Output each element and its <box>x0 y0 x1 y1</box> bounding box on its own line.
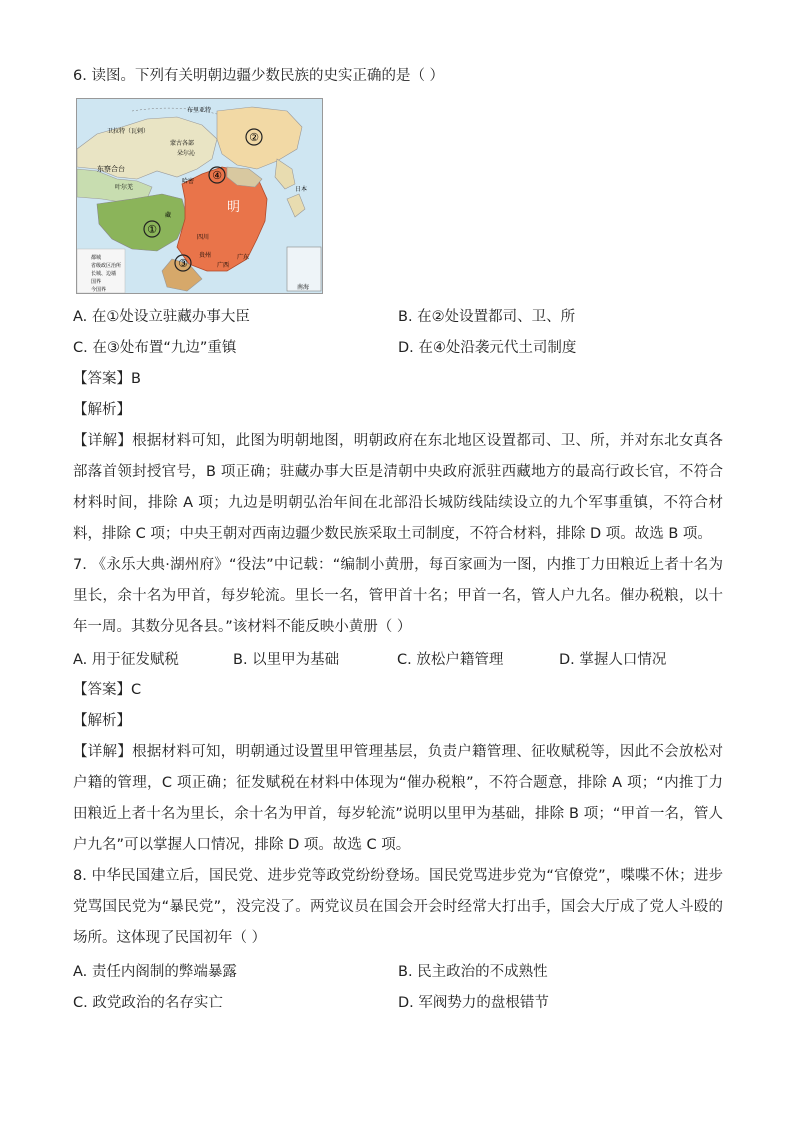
q7-analysis-label: 【解析】 <box>73 713 131 729</box>
q7-detail: 【详解】根据材料可知，明朝通过设置里甲管理基层，负责户籍管理、征收赋税等，因此不会放松对户籍的管理，C 项正确；征发赋税在材料中体现为“催办税粮”，不符合题意，排除 A 项；“内推丁力田粮近上者十名为里长，余十名为甲首，每岁轮流”说明以里甲为基础，排除 B 项；“甲首一名，管人户九名”可以掌握人口情况，排除 D 项。故选 C 项。 <box>73 744 723 853</box>
map-legend-4: 今国界 <box>91 287 107 293</box>
map-label-doerqin: 朵尔沁 <box>177 150 196 157</box>
q7-answer: 【答案】C <box>73 682 142 698</box>
ming-dynasty-map <box>76 98 323 294</box>
map-label-zang: 藏 <box>165 212 172 219</box>
map-label-4: ④ <box>212 169 222 182</box>
map-label-1: ① <box>147 223 157 236</box>
map-label-guangxi: 广西 <box>217 262 230 269</box>
question-8-stem: 8. 中华民国建立后，国民党、进步党等政党纷纷登场。国民党骂进步党为“官僚党”，喋喋不休；进步党骂国民党为“暴民党”，没完没了。两党议员在国会开会时经常大打出手，国会大厅成了党人斗殴的场所。这体现了民国初年（ ） <box>73 868 723 946</box>
q7-option-b: B. 以里甲为基础 <box>233 652 340 668</box>
map-legend-1: 省级政区治所 <box>91 263 122 269</box>
q6-option-b: B. 在②处设置都司、卫、所 <box>398 309 576 325</box>
map-label-ming: 明 <box>227 200 241 215</box>
map-label-hami: 哈密 <box>182 178 195 185</box>
map-legend-3: 国界 <box>91 279 102 285</box>
map-label-dongchahetai: 东察合台 <box>97 165 125 173</box>
q7-option-c: C. 放松户籍管理 <box>397 652 504 668</box>
map-label-mengu: 蒙古各部 <box>170 140 195 147</box>
map-legend-2: 长城、边墙 <box>91 271 117 277</box>
q7-options <box>73 650 723 670</box>
q7-option-d: D. 掌握人口情况 <box>559 652 667 668</box>
map-label-guangdong: 广东 <box>237 254 250 261</box>
q6-option-d: D. 在④处沿袭元代土司制度 <box>398 340 577 356</box>
q7-option-a: A. 用于征发赋税 <box>73 652 179 668</box>
question-6-stem: 6. 读图。下列有关明朝边疆少数民族的史实正确的是（ ） <box>73 68 445 84</box>
map-label-guizhou: 贵州 <box>199 252 212 259</box>
map-label-wala: 卫拉特（瓦剌） <box>107 128 150 135</box>
q8-option-d: D. 军阀势力的盘根错节 <box>398 995 549 1011</box>
q6-analysis-label: 【解析】 <box>73 402 131 418</box>
map-legend-0: 都城 <box>91 255 102 261</box>
q8-option-b: B. 民主政治的不成熟性 <box>398 964 548 980</box>
q6-option-a: A. 在①处设立驻藏办事大臣 <box>73 309 250 325</box>
map-figure <box>77 99 322 293</box>
map-label-sichuan: 四川 <box>197 234 210 241</box>
map-label-2: ② <box>249 131 259 144</box>
q8-option-c: C. 政党政治的名存实亡 <box>73 995 223 1011</box>
map-label-nanhai: 南海 <box>297 284 310 291</box>
q6-answer: 【答案】B <box>73 371 141 387</box>
q6-option-c: C. 在③处布置“九边”重镇 <box>73 340 237 356</box>
q6-detail: 【详解】根据材料可知，此图为明朝地图，明朝政府在东北地区设置都司、卫、所，并对东北女真各部落首领封授官号，B 项正确；驻藏办事大臣是清朝中央政府派驻西藏地方的最高行政长官，不符合材料时间，排除 A 项；九边是明朝弘治年间在北部沿长城防线陆续设立的九个军事重镇，不符合材料，排除 C 项；中央王朝对西南边疆少数民族采取土司制度，不符合材料，排除 D 项。故选 B 项。 <box>73 433 723 542</box>
map-label-buliyate: 布里亚特 <box>187 107 212 114</box>
map-label-3: ③ <box>178 257 188 270</box>
map-label-riben: 日本 <box>295 186 308 193</box>
q8-option-a: A. 责任内阁制的弊端暴露 <box>73 964 237 980</box>
question-7-stem: 7. 《永乐大典·湖州府》“役法”中记载：“编制小黄册，每百家画为一图，内推丁力田粮近上者十名为里长，余十名为甲首，每岁轮流。里长一名，管甲首十名；甲首一名，管人户九名。催办税粮，以十年一周。其数分见各县。”该材料不能反映小黄册（ ） <box>73 557 723 635</box>
map-label-yeerqiang: 叶尔羌 <box>115 184 134 191</box>
